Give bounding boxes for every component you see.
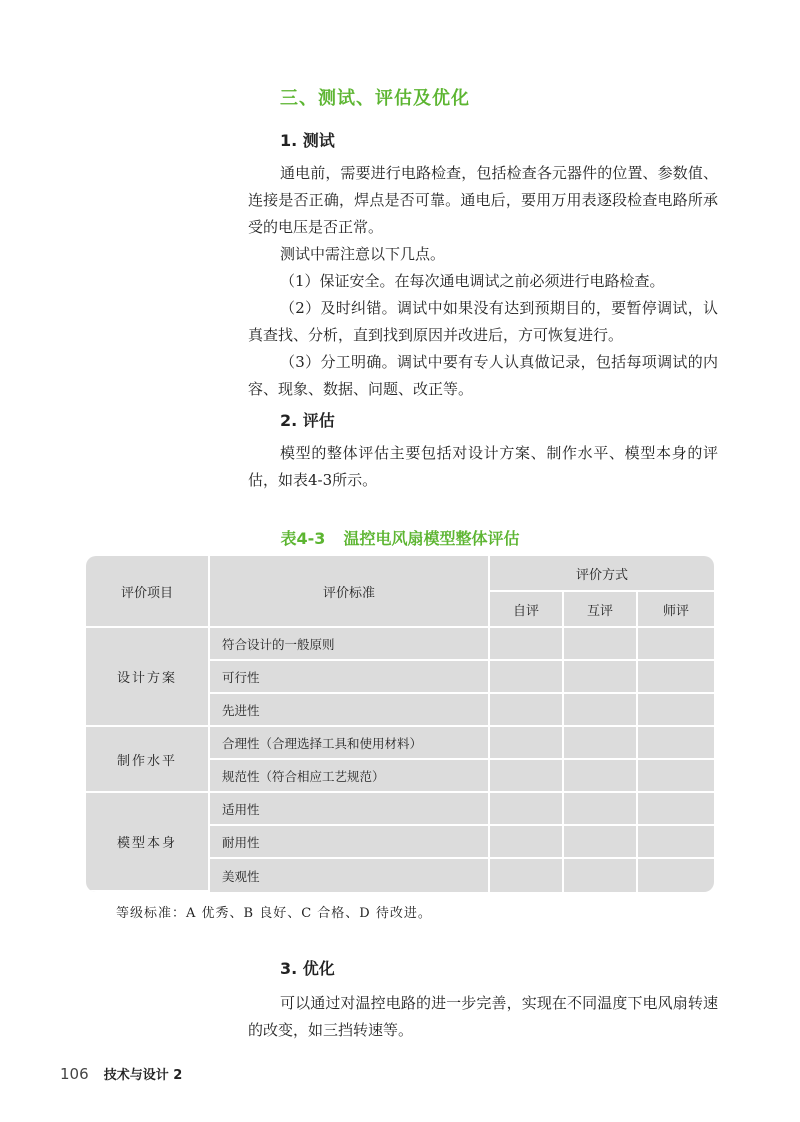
criterion-cell: 可行性 [210,661,490,694]
table-row [86,727,714,760]
self-score-cell [490,760,564,793]
criterion-cell: 先进性 [210,694,490,727]
peer-score-cell [564,826,638,859]
self-score-cell [490,793,564,826]
self-score-cell [490,628,564,661]
header-criteria: 评价标准 [210,556,490,628]
peer-score-cell [564,727,638,760]
teacher-score-cell [638,793,714,826]
criterion-cell: 美观性 [210,859,490,892]
teacher-score-cell [638,661,714,694]
self-score-cell [490,859,564,892]
testing-point: （2）及时纠错。调试中如果没有达到预期目的，要暂停调试，认真查找、分析，直到找到原因并改进后，方可恢复进行。 [248,299,718,344]
self-score-cell [490,727,564,760]
testing-heading: 1. 测试 [280,131,335,150]
peer-score-cell [564,859,638,892]
page-footer [60,1064,182,1083]
header-item: 评价项目 [86,556,210,628]
peer-score-cell [564,760,638,793]
testing-point: （3）分工明确。调试中要有专人认真做记录，包括每项调试的内容、现象、数据、问题、改正等。 [248,353,718,398]
evaluation-table [86,556,714,892]
teacher-score-cell [638,727,714,760]
self-score-cell [490,826,564,859]
testing-paragraph: 通电前，需要进行电路检查，包括检查各元器件的位置、参数值、连接是否正确，焊点是否可靠。通电后，要用万用表逐段检查电路所承受的电压是否正常。 [248,164,718,236]
table-caption-title: 温控电风扇模型整体评估 [343,529,520,548]
category-cell: 设计方案 [86,628,210,727]
criterion-cell: 规范性（符合相应工艺规范） [210,760,490,793]
table-row [86,793,714,826]
section-title: 三、测试、评估及优化 [280,88,470,109]
book-title: 技术与设计 2 [103,1068,183,1083]
header-peer: 互评 [564,592,638,628]
table-caption [0,526,800,549]
optimization-paragraph: 可以通过对温控电路的进一步完善，实现在不同温度下电风扇转速的改变，如三挡转速等。 [248,994,718,1039]
criterion-cell: 符合设计的一般原则 [210,628,490,661]
header-self: 自评 [490,592,564,628]
teacher-score-cell [638,760,714,793]
category-cell: 模型本身 [86,793,210,892]
criterion-cell: 合理性（合理选择工具和使用材料） [210,727,490,760]
testing-point: （1）保证安全。在每次通电调试之前必须进行电路检查。 [280,272,665,290]
evaluation-heading: 2. 评估 [280,411,335,430]
table-caption-number: 表4-3 [280,529,326,548]
teacher-score-cell [638,859,714,892]
teacher-score-cell [638,826,714,859]
category-cell: 制作水平 [86,727,210,793]
evaluation-paragraph: 模型的整体评估主要包括对设计方案、制作水平、模型本身的评估，如表4-3所示。 [248,444,718,489]
criterion-cell: 适用性 [210,793,490,826]
teacher-score-cell [638,628,714,661]
self-score-cell [490,694,564,727]
testing-paragraph: 测试中需注意以下几点。 [280,245,446,263]
peer-score-cell [564,793,638,826]
page-number: 106 [60,1065,89,1083]
grading-note: 等级标准：A 优秀、B 良好、C 合格、D 待改进。 [116,906,432,921]
teacher-score-cell [638,694,714,727]
table-row [86,628,714,661]
header-teacher: 师评 [638,592,714,628]
peer-score-cell [564,628,638,661]
self-score-cell [490,661,564,694]
optimization-heading: 3. 优化 [280,959,335,978]
peer-score-cell [564,694,638,727]
header-method: 评价方式 [490,556,714,592]
peer-score-cell [564,661,638,694]
criterion-cell: 耐用性 [210,826,490,859]
